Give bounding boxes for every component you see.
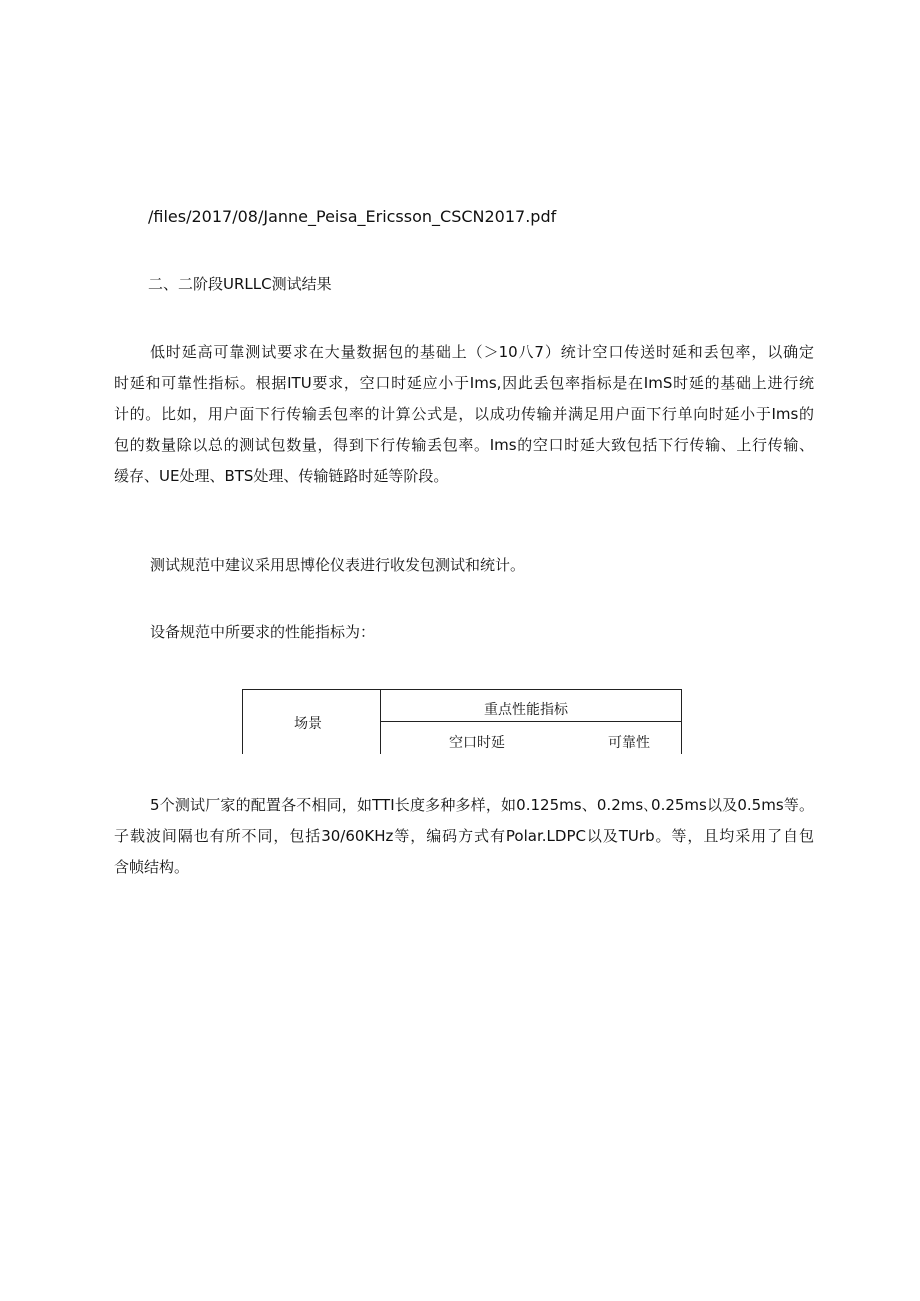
paragraph-line: 包的数量除以总的测试包数量，得到下行传输丢包率。Ims的空口时延大致包括下行传输、上行传输、 xyxy=(114,436,814,454)
performance-table xyxy=(242,689,682,754)
table-border-right xyxy=(681,690,682,754)
paragraph-line: 含帧结构。 xyxy=(114,858,190,876)
paragraph-line: 计的。比如，用户面下行传输丢包率的计算公式是，以成功传输并满足用户面下行单向时延小于Ims的 xyxy=(114,405,814,423)
table-border-left xyxy=(242,690,243,754)
paragraph-line: 缓存、UE处理、BTS处理、传输链路时延等阶段。 xyxy=(114,467,449,485)
table-header-reliability: 可靠性 xyxy=(608,735,650,751)
table-header-scene: 场景 xyxy=(294,716,322,732)
paragraph-device-spec: 设备规范中所要求的性能指标为： xyxy=(150,623,376,641)
paragraph-latency-reliability xyxy=(114,342,814,497)
table-header-divider xyxy=(380,721,681,722)
source-url-line: /files/2017/08/Janne_Peisa_Ericsson_CSCN2017.pdf xyxy=(148,207,557,226)
paragraph-line: 低时延高可靠测试要求在大量数据包的基础上（＞10八7）统计空口传送时延和丢包率，以确定 xyxy=(150,343,814,361)
paragraph-line: 子载波间隔也有所不同，包括30/60KHz等，编码方式有Polar.LDPC以及TUrb。等，且均采用了自包 xyxy=(114,827,814,845)
paragraph-test-spec: 测试规范中建议采用思博伦仪表进行收发包测试和统计。 xyxy=(150,556,526,574)
paragraph-line: 时延和可靠性指标。根据ITU要求，空口时延应小于Ims,因此丢包率指标是在ImS时延的基础上进行统 xyxy=(114,374,814,392)
paragraph-vendor-config xyxy=(114,795,814,888)
table-header-air-latency: 空口时延 xyxy=(449,735,505,751)
table-border-middle xyxy=(380,690,381,754)
section-heading: 二、二阶段URLLC测试结果 xyxy=(148,275,332,293)
paragraph-line: 5个测试厂家的配置各不相同，如TTI长度多种多样，如0.125ms、0.2ms､0.25ms以及0.5ms等。 xyxy=(150,796,814,814)
table-header-key-metrics: 重点性能指标 xyxy=(484,702,568,718)
